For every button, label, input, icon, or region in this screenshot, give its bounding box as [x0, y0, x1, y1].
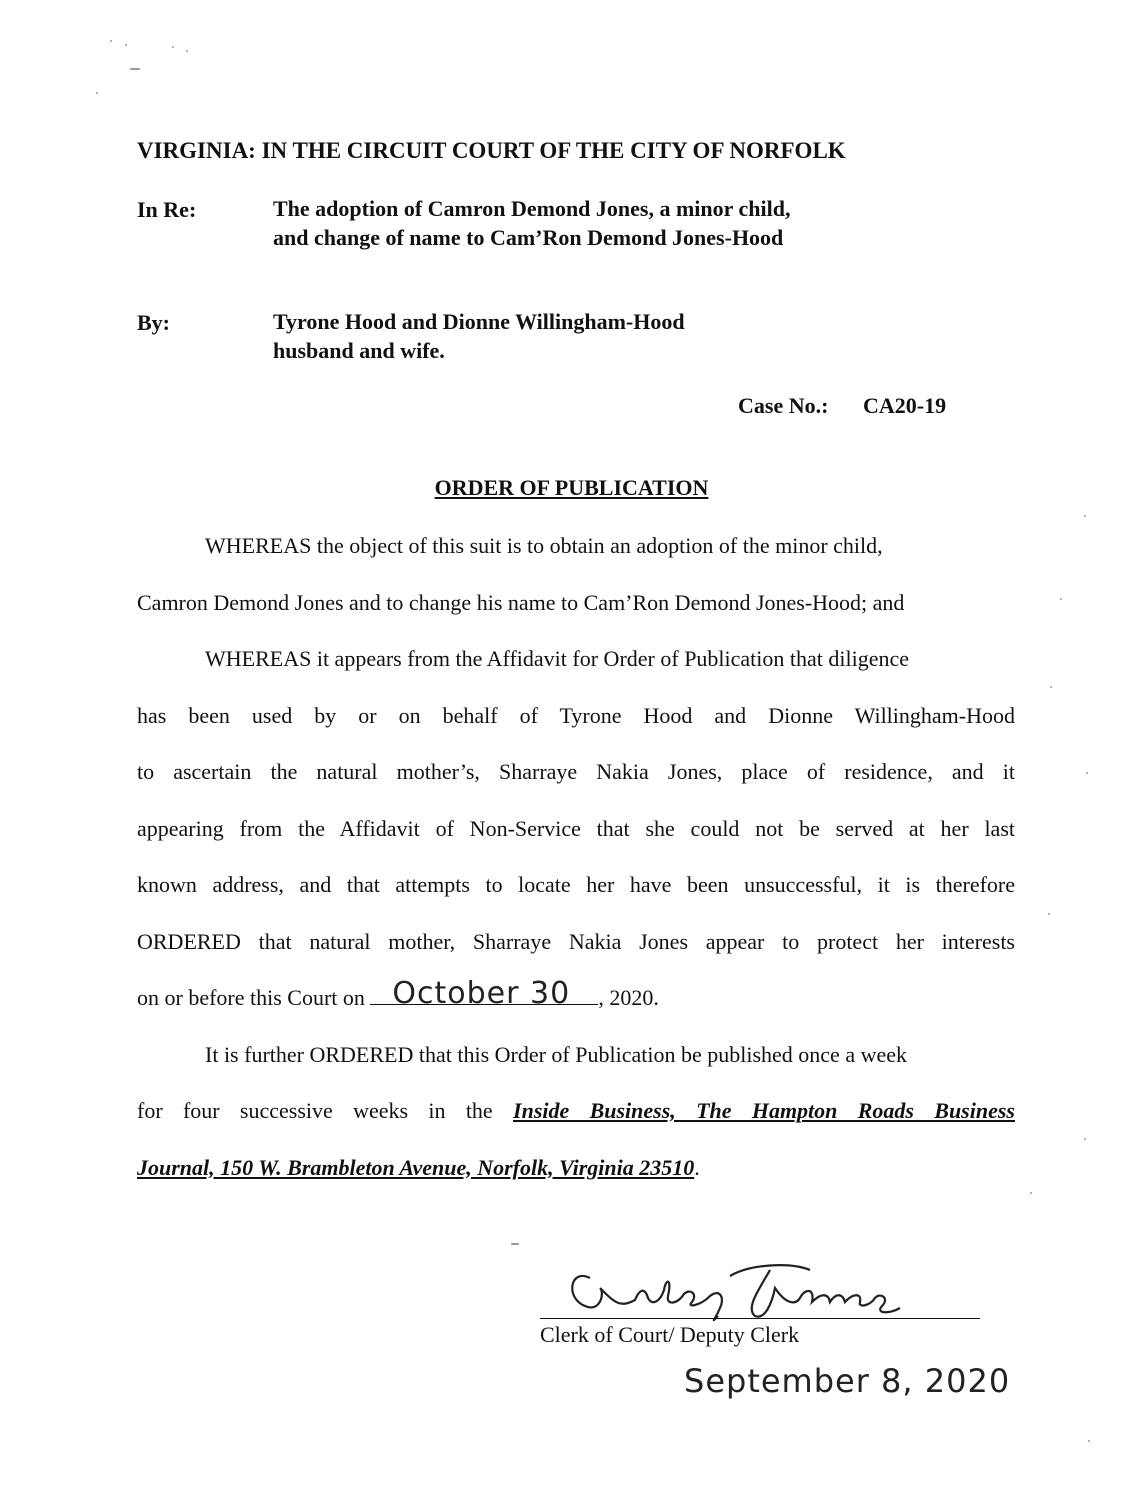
by-line-2: husband and wife.	[273, 338, 445, 363]
case-number-label: Case No.:	[738, 393, 829, 418]
clerk-title: Clerk of Court/ Deputy Clerk	[540, 1322, 800, 1347]
signature-line	[540, 1318, 980, 1319]
body-line: has been used by or on behalf of Tyrone Hood and Dionne Willingham-Hood	[137, 702, 1015, 728]
order-body	[137, 518, 1015, 1196]
publication-suffix: .	[694, 1154, 700, 1180]
body-line: ORDERED that natural mother, Sharraye Nakia Jones appear to protect her interests	[137, 928, 1015, 954]
signature-date: September 8, 2020	[684, 1362, 1011, 1400]
body-line: to ascertain the natural mother’s, Sharraye Nakia Jones, place of residence, and it	[137, 759, 1015, 784]
court-heading: VIRGINIA: IN THE CIRCUIT COURT OF THE CITY OF NORFOLK	[137, 138, 846, 163]
date-prefix: on or before this Court on	[137, 985, 371, 1010]
case-number: CA20-19	[863, 393, 947, 418]
document-title: ORDER OF PUBLICATION	[434, 475, 709, 500]
date-blank	[370, 976, 598, 1011]
by-text	[273, 307, 685, 365]
publication-address: Journal, 150 W. Brambleton Avenue, Norfolk, Virginia 23510	[137, 1154, 695, 1180]
by-line-1: Tyrone Hood and Dionne Willingham-Hood	[273, 309, 685, 334]
publication-prefix: for four successive weeks in the	[137, 1098, 514, 1123]
date-suffix: , 2020.	[598, 985, 659, 1010]
in-re-line-1: The adoption of Camron Demond Jones, a minor child,	[273, 196, 791, 221]
body-line: WHEREAS the object of this suit is to obtain an adoption of the minor child,	[205, 533, 883, 558]
body-line: Camron Demond Jones and to change his name to Cam’Ron Demond Jones-Hood; and	[137, 589, 905, 615]
body-line-date	[137, 970, 1015, 1027]
in-re-line-2: and change of name to Cam’Ron Demond Jones-Hood	[273, 225, 784, 250]
in-re-text	[273, 194, 790, 252]
handwritten-date: October 30	[392, 976, 571, 1011]
body-line	[137, 1083, 1015, 1140]
by-label: By:	[137, 310, 170, 335]
body-line	[137, 1140, 1015, 1197]
body-line: It is further ORDERED that this Order of Publication be published once a week	[205, 1041, 908, 1067]
body-line: WHEREAS it appears from the Affidavit for Order of Publication that diligence	[205, 646, 910, 671]
body-line: appearing from the Affidavit of Non-Service that she could not be served at her last	[137, 815, 1015, 841]
publication-name: Inside Business, The Hampton Roads Business	[513, 1098, 1015, 1123]
in-re-label: In Re:	[137, 197, 197, 222]
body-line: known address, and that attempts to locate her have been unsuccessful, it is therefore	[137, 872, 1015, 897]
